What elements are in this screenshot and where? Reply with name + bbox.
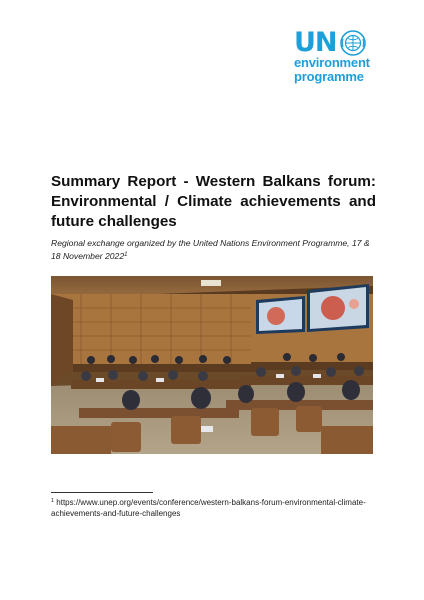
logo-line-programme: programme — [294, 69, 364, 84]
footnote — [51, 497, 381, 519]
subtitle-text: Regional exchange organized by the United Nations Environment Programme, 17 & 18 November 2022 — [51, 238, 370, 261]
report-subtitle — [51, 237, 376, 263]
unep-logo — [294, 27, 384, 90]
conference-photo — [51, 276, 373, 454]
footnote-url[interactable]: https://www.unep.org/events/conference/western-balkans-forum-environmental-climate-achievements-and-future-challenges — [51, 498, 366, 518]
footnote-marker: 1 — [51, 498, 55, 504]
logo-line-environment: environment — [294, 55, 370, 70]
footnote-reference: 1 — [124, 252, 128, 258]
report-title: Summary Report - Western Balkans forum: Environmental / Climate achievements and future challenges — [51, 173, 376, 230]
un-emblem-icon — [340, 30, 366, 56]
logo-un-text: UN — [294, 27, 337, 58]
footnote-divider — [51, 492, 153, 493]
